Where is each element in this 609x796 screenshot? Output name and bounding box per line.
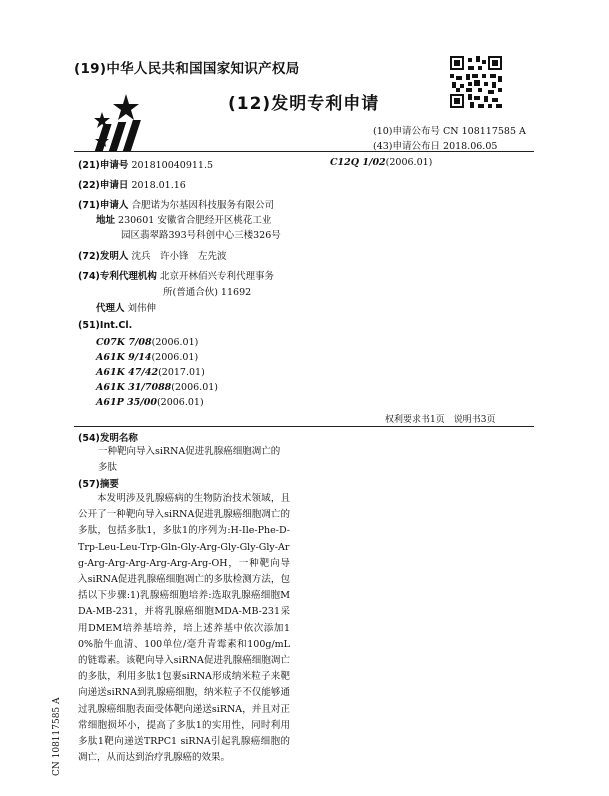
claims-page-count: 权利要求书1页 说明书3页 bbox=[385, 415, 496, 425]
applicant: 合肥诺为尔基因科技服务有限公司 bbox=[131, 200, 274, 211]
agency-label: (74)专利代理机构 bbox=[78, 271, 157, 282]
application-date: 2018.01.16 bbox=[131, 180, 186, 191]
ipc-code: A61K 47/42 bbox=[96, 367, 159, 378]
publication-number: (10)申请公布号 CN 108117585 A bbox=[373, 126, 526, 137]
inventor-row bbox=[78, 248, 226, 262]
title-label bbox=[78, 430, 138, 444]
application-date-label: (22)申请日 bbox=[78, 180, 129, 191]
ipc-year: (2006.01) bbox=[171, 382, 218, 393]
document-type: (12)发明专利申请 bbox=[228, 94, 380, 114]
sidebar-code-text: CN 108117585 A bbox=[52, 697, 62, 776]
ipc-code: A61K 9/14 bbox=[96, 352, 152, 363]
ipc-year: (2006.01) bbox=[385, 157, 433, 168]
ipc-code: A61K 31/7088 bbox=[96, 382, 172, 393]
application-number: 201810040911.5 bbox=[131, 160, 214, 171]
ipc-code-row bbox=[96, 382, 218, 393]
abstract-label-text: (57)摘要 bbox=[78, 479, 119, 490]
intcl-label bbox=[78, 320, 132, 331]
address-row bbox=[96, 212, 271, 226]
ipc-code: A61P 35/00 bbox=[96, 397, 157, 408]
ipc-year: (2006.01) bbox=[156, 397, 204, 408]
ipc-code: C07K 7/08 bbox=[96, 337, 152, 348]
ipc-year: (2006.01) bbox=[151, 352, 199, 363]
address-label: 地址 bbox=[96, 215, 116, 226]
header-divider bbox=[74, 151, 534, 152]
inventor-label: (72)发明人 bbox=[78, 251, 129, 262]
qr-code-icon bbox=[450, 56, 502, 108]
application-number-label: (21)申请号 bbox=[78, 160, 129, 171]
address-line-2: 园区翡翠路393号科创中心三楼326号 bbox=[121, 230, 281, 241]
agent-label: 代理人 bbox=[96, 303, 125, 314]
ipc-code-row bbox=[96, 397, 204, 408]
abstract-label bbox=[78, 476, 119, 490]
application-number-row bbox=[78, 157, 213, 171]
agency-line-2: 所(普通合伙) 11692 bbox=[163, 287, 252, 298]
invention-title: 一种靶向导入siRNA促进乳腺癌细胞凋亡的多肽 bbox=[98, 446, 281, 473]
agent-row bbox=[96, 300, 156, 314]
ipc-year: (2006.01) bbox=[151, 337, 199, 348]
agent: 刘伟伸 bbox=[127, 303, 157, 314]
sidebar-publication-code bbox=[48, 668, 68, 778]
office-name: (19)中华人民共和国国家知识产权局 bbox=[74, 61, 300, 77]
cnipa-logo-icon bbox=[92, 92, 162, 154]
agency-line-1: 北京开林佰兴专利代理事务 bbox=[159, 271, 274, 282]
abstract-text: 本发明涉及乳腺癌病的生物防治技术领域，且公开了一种靶向导入siRNA促进乳腺癌细胞凋亡的多肽，包括多肽1，多肽1的序列为:H-Ile-Phe-D-Trp-Leu-Leu-Trp-Gln-Gly-Arg-Gly-Gly-Gly-Arg-Arg-Arg-Arg-Arg-Arg-Arg-OH，一种靶向导入siRNA促进乳腺癌细胞凋亡的多肽检测方法，包括以下步骤:1)乳腺癌细胞培养:选取乳腺癌细胞MDA-MB-231，并将乳腺癌细胞MDA-MB-231采用DMEM培养基培养，培上述养基中依次添加10%胎牛血清、100单位/毫升青霉素和100g/mL的链霉素。该靶向导入siRNA促进乳腺癌细胞凋亡的多肽，利用多肽1包裹siRNA形成纳米粒子来靶向递送siRNA到乳腺癌细胞，纳米粒子不仅能够通过乳腺癌细胞表面受体靶向递送siRNA，并且对正常细胞损坏小，提高了多肽1的实用性，同时利用多肽1靶向递送TRPC1 siRNA引起乳腺癌细胞的凋亡，从而达到治疗乳腺癌的效果。 bbox=[78, 493, 290, 764]
ipc-year: (2017.01) bbox=[158, 367, 205, 378]
ipc-code-row bbox=[96, 367, 205, 378]
ipc-code: C12Q 1/02 bbox=[330, 157, 386, 168]
publication-date: (43)申请公布日 2018.06.05 bbox=[373, 141, 498, 152]
ipc-code-right bbox=[330, 157, 432, 168]
address-line-1: 230601 安徽省合肥经开区桃花工业 bbox=[118, 215, 272, 226]
ipc-code-row bbox=[96, 352, 198, 363]
title-label-text: (54)发明名称 bbox=[78, 433, 138, 444]
applicant-row bbox=[78, 197, 274, 211]
section-divider bbox=[74, 426, 534, 427]
ipc-code-row bbox=[96, 337, 198, 348]
application-date-row bbox=[78, 177, 186, 191]
inventors: 沈兵 许小锋 左先波 bbox=[131, 251, 227, 262]
intcl-label-text: (51)Int.Cl. bbox=[78, 320, 133, 331]
agency-row bbox=[78, 268, 274, 282]
applicant-label: (71)申请人 bbox=[78, 200, 129, 211]
